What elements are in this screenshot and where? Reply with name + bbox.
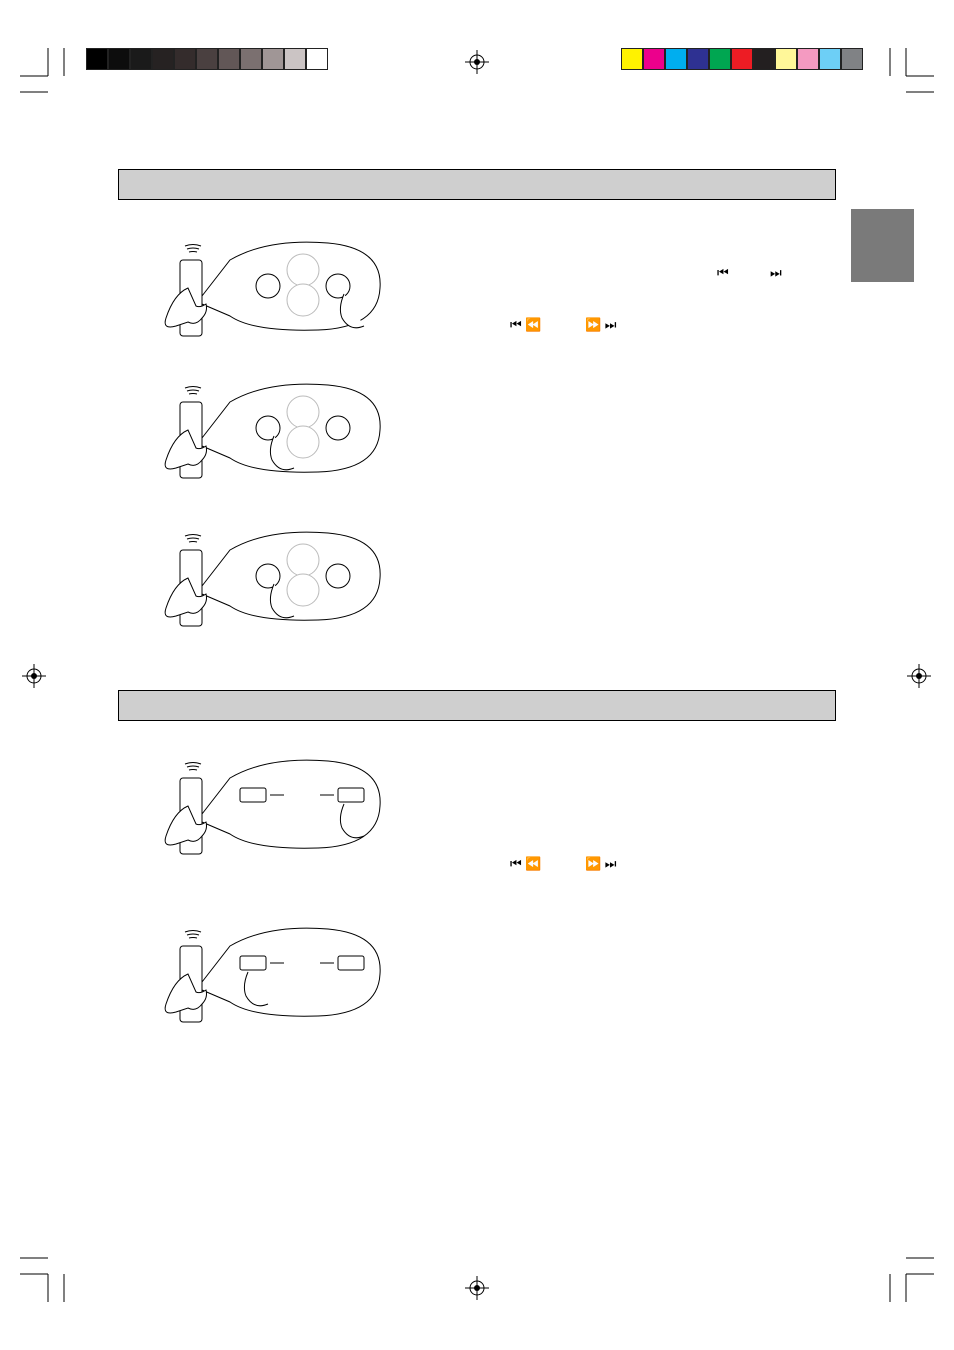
remote-fast-forward-illustration	[158, 756, 383, 856]
skip-forward-icon: ⏭	[770, 265, 782, 280]
crosshair-circle-icon	[907, 664, 931, 688]
remote-skip-back-illustration	[158, 528, 383, 628]
section-header-search	[118, 690, 836, 721]
crosshair-circle-icon	[465, 1276, 489, 1300]
forward-sequence-icon: ⏩ ⏭	[585, 856, 617, 871]
remote-skip-forward-illustration	[158, 238, 383, 338]
skip-back-icon: ⏮	[717, 265, 729, 280]
remote-rewind-illustration	[158, 924, 383, 1024]
crosshair-circle-icon	[465, 50, 489, 74]
section-header-skip	[118, 169, 836, 200]
rewind-sequence-icon: ⏮ ⏪	[510, 856, 542, 871]
forward-sequence-icon: ⏩ ⏭	[585, 317, 617, 332]
remote-skip-back-illustration	[158, 380, 383, 480]
crosshair-circle-icon	[22, 664, 46, 688]
side-tab	[851, 209, 914, 282]
rewind-sequence-icon: ⏮ ⏪	[510, 317, 542, 332]
